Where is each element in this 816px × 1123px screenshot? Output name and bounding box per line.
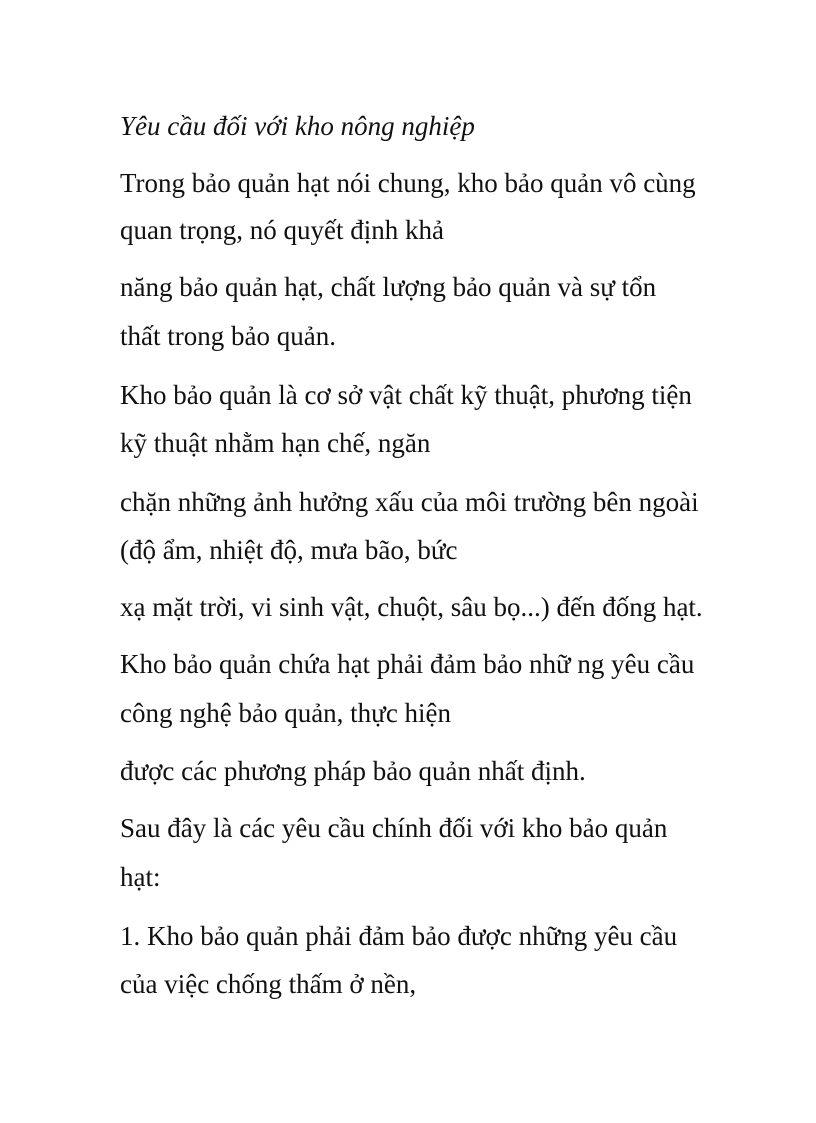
text-line: quan trọng, nó quyết định khả [120, 215, 444, 245]
text-line: (độ ẩm, nhiệt độ, mưa bão, bức [120, 535, 458, 565]
document-title: Yêu cầu đối với kho nông nghiệp [120, 111, 475, 141]
text-line: Kho bảo quản chứa hạt phải đảm bảo nhữ ng yêu cầu [120, 649, 695, 679]
text-line: hạt: [120, 862, 161, 892]
text-line: chặn những ảnh hưởng xấu của môi trường bên ngoài [120, 487, 699, 517]
text-line: năng bảo quản hạt, chất lượng bảo quản và sự tổn [120, 272, 657, 302]
text-line: xạ mặt trời, vi sinh vật, chuột, sâu bọ...) đến đống hạt. [120, 592, 703, 622]
text-line: thất trong bảo quản. [120, 321, 336, 351]
text-line: công nghệ bảo quản, thực hiện [120, 698, 452, 728]
text-line: Trong bảo quản hạt nói chung, kho bảo quản vô cùng [120, 168, 696, 198]
text-line: kỹ thuật nhằm hạn chế, ngăn [120, 428, 431, 458]
text-line: được các phương pháp bảo quản nhất định. [120, 756, 586, 786]
text-line: 1. Kho bảo quản phải đảm bảo được những yêu cầu [120, 921, 678, 951]
text-line: Sau đây là các yêu cầu chính đối với kho bảo quản [120, 813, 668, 843]
text-line: Kho bảo quản là cơ sở vật chất kỹ thuật, phương tiện [120, 380, 692, 410]
text-line: của việc chống thấm ở nền, [120, 969, 417, 999]
